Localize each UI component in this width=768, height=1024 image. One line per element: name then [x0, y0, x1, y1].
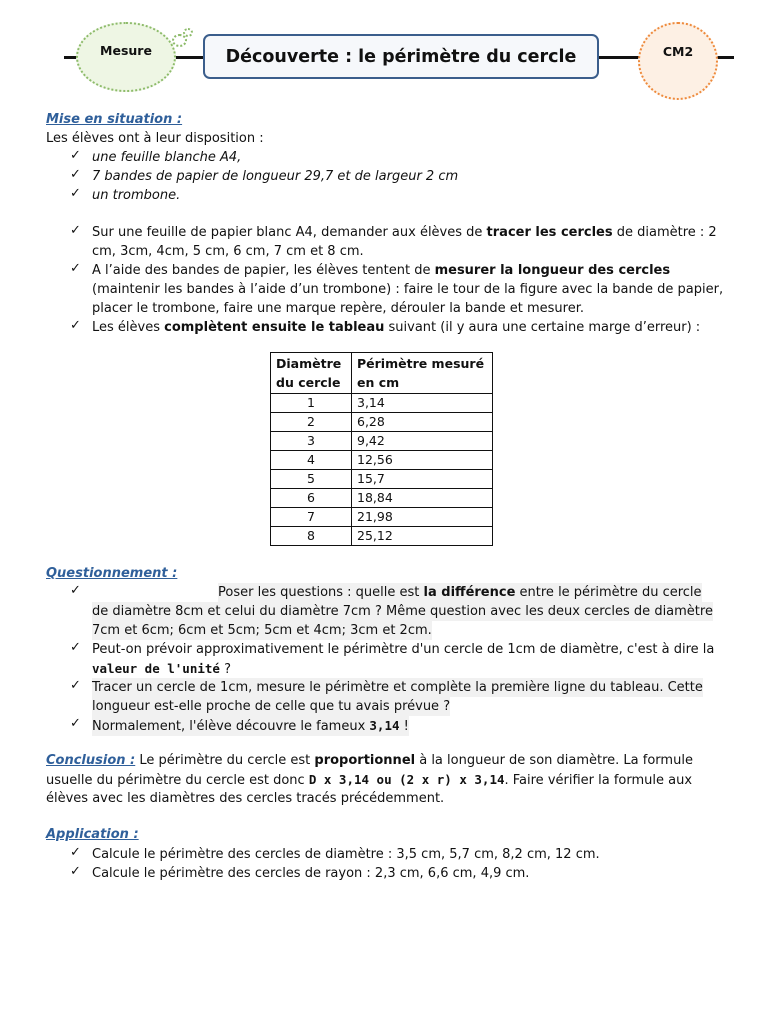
- perimeter-cell: 3,14: [352, 394, 493, 413]
- situation-intro: Les élèves ont à leur disposition :: [46, 131, 264, 146]
- diameter-cell: 2: [271, 413, 352, 432]
- material-item: 7 bandes de papier de longueur 29,7 et de largeur 2 cm: [92, 169, 459, 184]
- perimeter-cell: 25,12: [352, 527, 493, 546]
- question-3-line-2: longueur est-elle proche de celle que tu avais prévue ?: [92, 699, 451, 714]
- table-row: [271, 489, 493, 508]
- question-2-line-2: valeur de l'unité ?: [92, 661, 231, 677]
- check-icon: ✓: [70, 583, 81, 598]
- step-2-line-1: A l’aide des bandes de papier, les élèves tentent de mesurer la longueur des cercles: [92, 263, 671, 278]
- perimeter-table: [270, 352, 493, 546]
- header-rule-right: [716, 56, 734, 59]
- page-title: [203, 34, 599, 79]
- question-1-line-3: 7cm et 6cm; 6cm et 5cm; 5cm et 4cm; 3cm et 2cm.: [92, 623, 432, 638]
- application-item: Calcule le périmètre des cercles de diamètre : 3,5 cm, 5,7 cm, 8,2 cm, 12 cm.: [92, 847, 600, 862]
- table-row: [271, 394, 493, 413]
- step-2-line-3: placer le trombone, faire une marque repère, dérouler la bande et mesurer.: [92, 301, 585, 316]
- perimeter-cell: 15,7: [352, 470, 493, 489]
- conclusion-line-2: usuelle du périmètre du cercle est donc D x 3,14 ou (2 x r) x 3,14. Faire vérifier la formule aux: [46, 772, 693, 788]
- step-1-line-2: cm, 3cm, 4cm, 5 cm, 6 cm, 7 cm et 8 cm.: [92, 244, 364, 259]
- header-rule-mid-right: [598, 56, 640, 59]
- table-row: [271, 432, 493, 451]
- perimeter-cell: 9,42: [352, 432, 493, 451]
- table-header-row: [271, 353, 493, 394]
- check-icon: ✓: [70, 318, 81, 333]
- diameter-cell: 4: [271, 451, 352, 470]
- question-2-line-1: Peut-on prévoir approximativement le périmètre d'un cercle de 1cm de diamètre, c'est à dire la: [92, 642, 715, 657]
- step-2-line-2: (maintenir les bandes à l’aide d’un trombone) : faire le tour de la figure avec la bande de papier,: [92, 282, 724, 297]
- check-icon: ✓: [70, 223, 81, 238]
- subject-tag-label: Mesure: [100, 43, 152, 58]
- diameter-cell: 8: [271, 527, 352, 546]
- check-icon: ✓: [70, 864, 81, 879]
- table-row: [271, 527, 493, 546]
- table-row: [271, 451, 493, 470]
- check-icon: ✓: [70, 716, 81, 731]
- level-tag: [638, 22, 718, 100]
- question-4-line: Normalement, l'élève découvre le fameux 3,14 !: [92, 718, 409, 734]
- diameter-cell: 3: [271, 432, 352, 451]
- table-row: [271, 508, 493, 527]
- material-item: une feuille blanche A4,: [92, 150, 242, 165]
- step-3-line-1: Les élèves complètent ensuite le tableau suivant (il y aura une certaine marge d’erreur) :: [92, 320, 701, 335]
- perimeter-cell: 21,98: [352, 508, 493, 527]
- level-tag-label: CM2: [662, 44, 694, 59]
- check-icon: ✓: [70, 167, 81, 182]
- check-icon: ✓: [70, 845, 81, 860]
- perimeter-cell: 18,84: [352, 489, 493, 508]
- table-row: [271, 413, 493, 432]
- diameter-cell: 7: [271, 508, 352, 527]
- question-1-line-2: de diamètre 8cm et celui du diamètre 7cm ? Même question avec les deux cercles de diamètre: [92, 604, 713, 619]
- conclusion-line-1: Conclusion : Le périmètre du cercle est proportionnel à la longueur de son diamètre. La formule: [46, 753, 693, 768]
- thought-bubble-small: [183, 28, 193, 37]
- check-icon: ✓: [70, 186, 81, 201]
- table-row: [271, 470, 493, 489]
- diameter-column-header: Diamètre du cercle: [271, 353, 352, 394]
- material-item: un trombone.: [92, 188, 181, 203]
- question-3-line-1: Tracer un cercle de 1cm, mesure le périmètre et complète la première ligne du tableau. Cette: [92, 680, 703, 695]
- diameter-cell: 1: [271, 394, 352, 413]
- step-1-line-1: Sur une feuille de papier blanc A4, demander aux élèves de tracer les cercles de diamètre : 2: [92, 225, 717, 240]
- check-icon: ✓: [70, 261, 81, 276]
- check-icon: ✓: [70, 148, 81, 163]
- subject-tag: [76, 22, 176, 92]
- diameter-cell: 6: [271, 489, 352, 508]
- page-title-text: Découverte : le périmètre du cercle: [225, 46, 577, 67]
- perimeter-column-header: Périmètre mesuré en cm: [352, 353, 493, 394]
- application-heading: Application :: [46, 827, 139, 842]
- application-item: Calcule le périmètre des cercles de rayon : 2,3 cm, 6,6 cm, 4,9 cm.: [92, 866, 530, 881]
- perimeter-cell: 12,56: [352, 451, 493, 470]
- check-icon: ✓: [70, 640, 81, 655]
- question-1-line-1: Poser les questions : quelle est la différence entre le périmètre du cercle: [218, 585, 702, 600]
- questions-heading: Questionnement :: [46, 566, 178, 581]
- check-icon: ✓: [70, 678, 81, 693]
- diameter-cell: 5: [271, 470, 352, 489]
- header-rule-mid-left: [174, 56, 204, 59]
- situation-heading: Mise en situation :: [46, 112, 183, 127]
- perimeter-cell: 6,28: [352, 413, 493, 432]
- conclusion-line-3: élèves avec les diamètres des cercles tracés précédemment.: [46, 791, 445, 806]
